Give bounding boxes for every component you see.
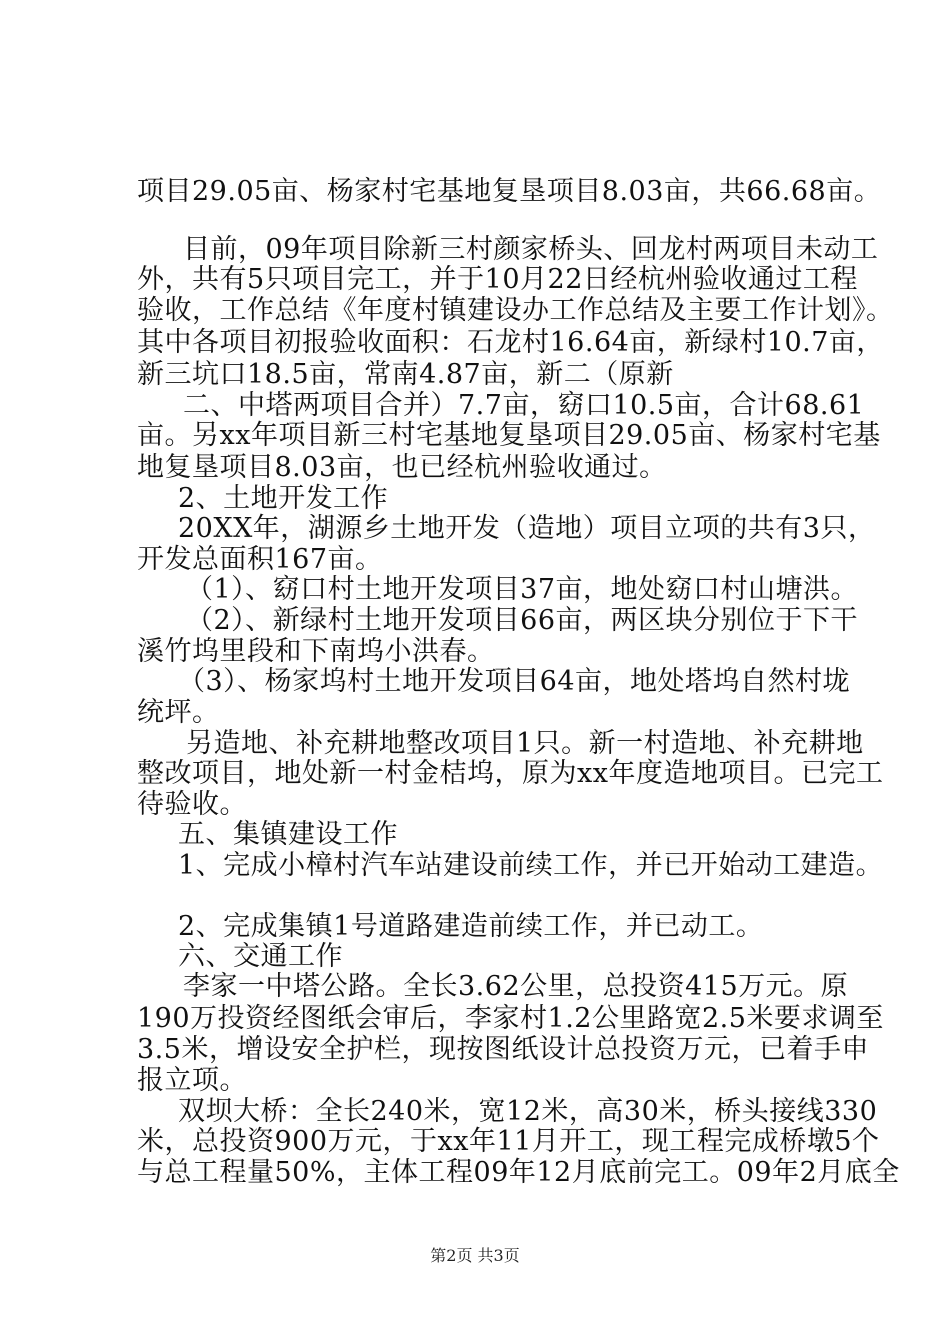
- text-line: 其中各项目初报验收面积：石龙村16.64亩，新绿村10.7亩，: [137, 327, 884, 358]
- text-line: 开发总面积167亩。: [137, 544, 383, 575]
- list-item: （3）、杨家坞村土地开发项目64亩，地处塔坞自然村垅: [178, 666, 851, 697]
- page-number-footer: 第2页 共3页: [430, 1246, 520, 1265]
- section-heading: 2、土地开发工作: [178, 483, 389, 514]
- text-line: 统坪。: [137, 697, 220, 728]
- text-line: 与总工程量50%，主体工程09年12月底前完工。09年2月底全: [137, 1157, 900, 1188]
- text-line: 报立项。: [137, 1065, 247, 1096]
- text-line: 溪竹坞里段和下南坞小洪春。: [137, 636, 495, 667]
- text-line: 地复垦项目8.03亩，也已经杭州验收通过。: [137, 452, 667, 483]
- text-line: 1、完成小樟村汽车站建设前续工作，并已开始动工建造。: [178, 850, 884, 881]
- text-line: 整改项目，地处新一村金桔坞，原为xx年度造地项目。已完工: [137, 758, 884, 789]
- text-line: 3.5米，增设安全护栏，现按图纸设计总投资万元，已着手申: [137, 1034, 869, 1065]
- section-heading: 六、交通工作: [178, 941, 343, 972]
- list-item: （2）、新绿村土地开发项目66亩，两区块分别位于下干: [186, 605, 859, 636]
- text-line: 新三坑口18.5亩，常南4.87亩，新二（原新: [137, 359, 674, 390]
- text-line: 20XX年，湖源乡土地开发（造地）项目立项的共有3只，: [178, 513, 876, 544]
- text-line: 项目29.05亩、杨家村宅基地复垦项目8.03亩，共66.68亩。: [137, 176, 882, 207]
- text-line: 验收，工作总结《年度村镇建设办工作总结及主要工作计划》。: [137, 295, 894, 326]
- list-item: （1）、窈口村土地开发项目37亩，地处窈口村山塘洪。: [186, 574, 859, 605]
- text-line: 双坝大桥：全长240米，宽12米，高30米，桥头接线330: [178, 1096, 878, 1127]
- text-line: 米，总投资900万元，于xx年11月开工，现工程完成桥墩5个: [137, 1126, 880, 1157]
- text-line: 外，共有5只项目完工，并于10月22日经杭州验收通过工程: [137, 264, 858, 295]
- text-line: 190万投资经图纸会审后，李家村1.2公里路宽2.5米要求调至: [137, 1003, 884, 1034]
- text-line: 二、中塔两项目合并）7.7亩，窈口10.5亩，合计68.61: [183, 390, 865, 421]
- text-line: 李家一中塔公路。全长3.62公里，总投资415万元。原: [183, 971, 849, 1002]
- text-line: 亩。另xx年项目新三村宅基地复垦项目29.05亩、杨家村宅基: [137, 420, 881, 451]
- text-line: 2、完成集镇1号道路建造前续工作，并已动工。: [178, 911, 764, 942]
- text-line: 待验收。: [137, 789, 247, 820]
- section-heading: 五、集镇建设工作: [178, 819, 398, 850]
- text-line: 目前，09年项目除新三村颜家桥头、回龙村两项目未动工: [183, 234, 879, 265]
- text-line: 另造地、补充耕地整改项目1只。新一村造地、补充耕地: [186, 728, 864, 759]
